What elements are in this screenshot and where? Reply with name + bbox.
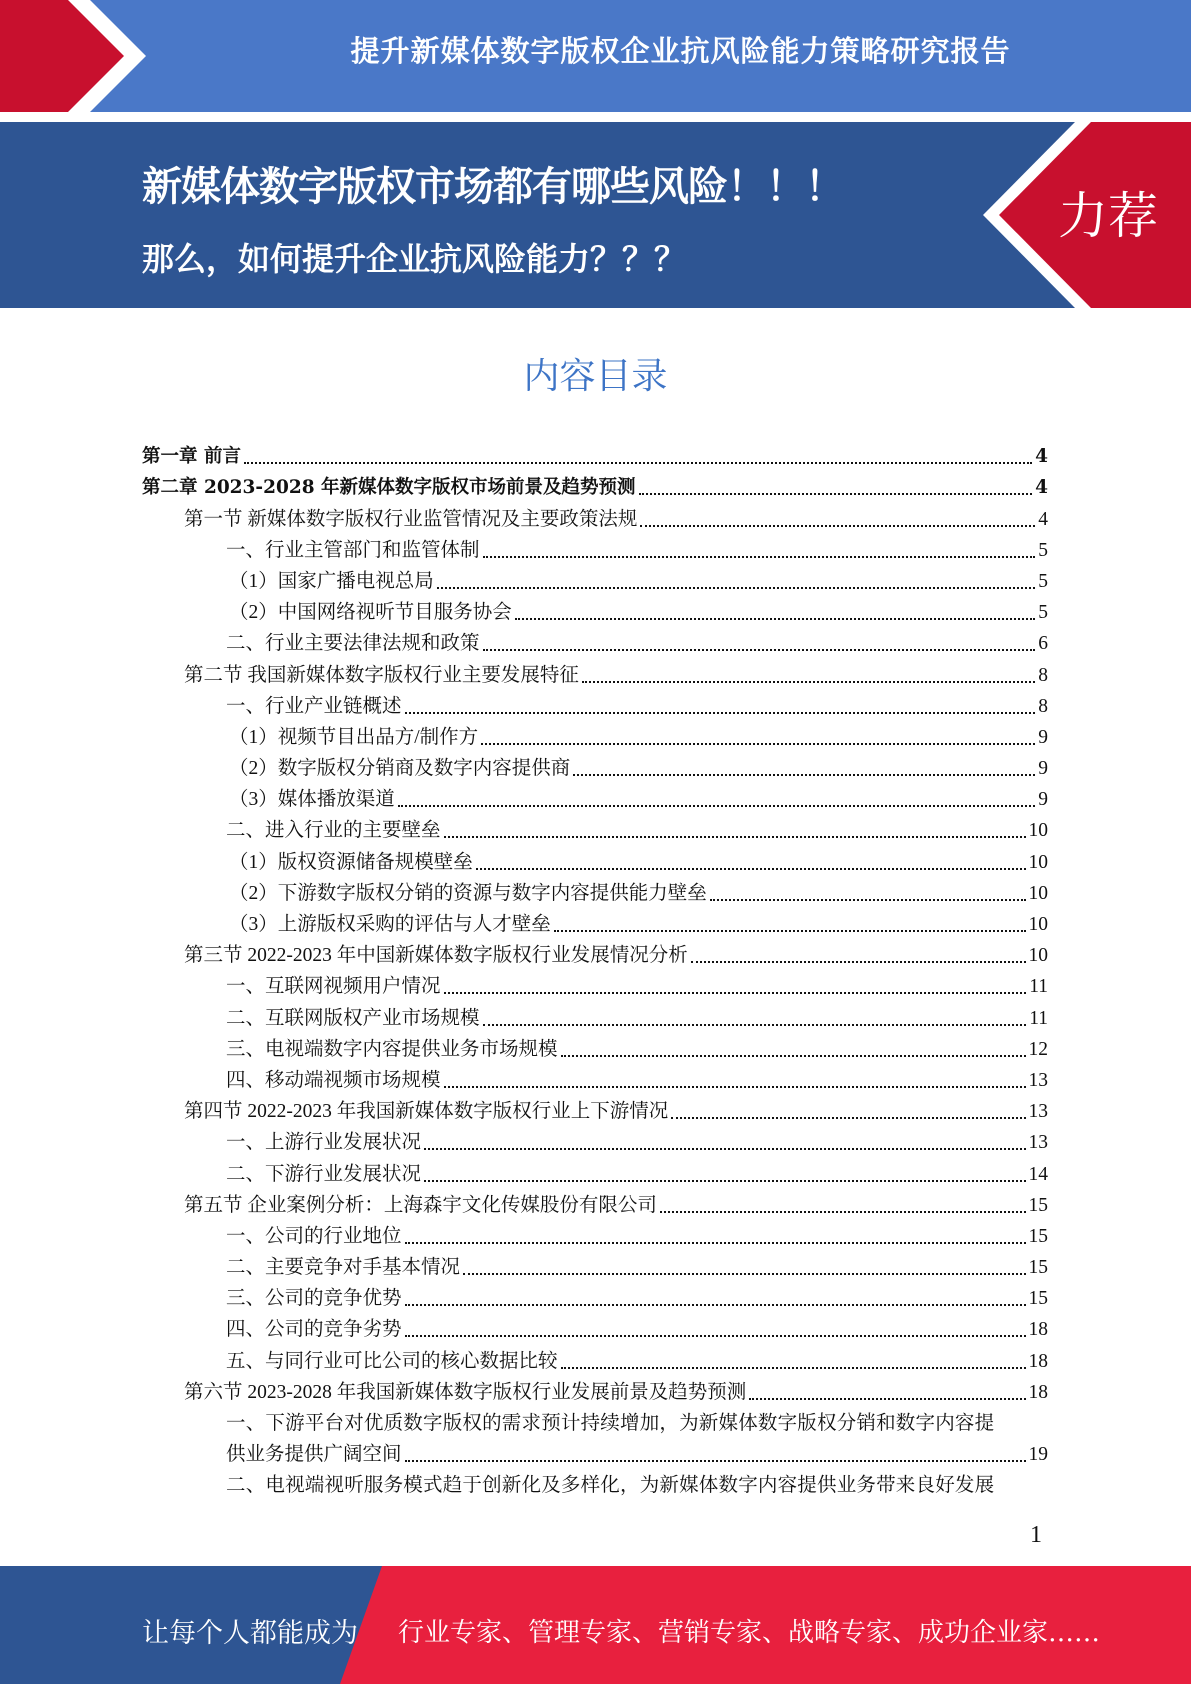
toc-entry[interactable]: 一、公司的行业地位 15	[226, 1225, 1048, 1247]
toc-entry[interactable]: 一、行业产业链概述 8	[226, 695, 1048, 717]
toc-entry[interactable]: （1）版权资源储备规模壁垒 10	[229, 851, 1048, 873]
table-of-contents	[142, 438, 1048, 1498]
toc-entry[interactable]: 四、移动端视频市场规模 13	[226, 1069, 1048, 1091]
toc-entry[interactable]: 二、主要竞争对手基本情况 15	[226, 1257, 1048, 1279]
toc-entry[interactable]: （1）视频节目出品方/制作方 9	[229, 726, 1048, 748]
toc-entry[interactable]: 第一节 新媒体数字版权行业监管情况及主要政策法规 4	[184, 508, 1048, 530]
red-arrow-decoration	[0, 0, 160, 112]
toc-entry[interactable]: 三、公司的竞争优势 15	[226, 1288, 1048, 1310]
toc-entry[interactable]: 第一章 前言 4	[142, 446, 1048, 468]
report-title: 提升新媒体数字版权企业抗风险能力策略研究报告	[350, 34, 1011, 68]
toc-entry[interactable]: 第三节 2022-2023 年中国新媒体数字版权行业发展情况分析 10	[184, 945, 1048, 967]
toc-entry[interactable]: （2）数字版权分销商及数字内容提供商 9	[229, 758, 1048, 780]
toc-entry[interactable]: 一、互联网视频用户情况 11	[226, 976, 1048, 998]
hero-subheadline: 那么，如何提升企业抗风险能力？？？	[142, 240, 687, 278]
toc-entry[interactable]: 五、与同行业可比公司的核心数据比较 18	[226, 1350, 1048, 1372]
toc-entry[interactable]: （3）媒体播放渠道 9	[229, 789, 1048, 811]
toc-entry[interactable]: 一、行业主管部门和监管体制 5	[226, 539, 1048, 561]
footer-slogan-right: 行业专家、管理专家、营销专家、战略专家、成功企业家……	[398, 1618, 1101, 1648]
toc-entry[interactable]: 二、行业主要法律法规和政策 6	[226, 633, 1048, 655]
toc-entry[interactable]: （3）上游版权采购的评估与人才壁垒 10	[229, 914, 1048, 935]
toc-entry[interactable]: 第二节 我国新媒体数字版权行业主要发展特征 8	[184, 664, 1048, 686]
toc-entry[interactable]: 第六节 2023-2028 年我国新媒体数字版权行业发展前景及趋势预测 18	[184, 1381, 1048, 1403]
toc-entry[interactable]: （1）国家广播电视总局 5	[229, 570, 1048, 592]
toc-entry[interactable]: 二、进入行业的主要壁垒 10	[226, 820, 1048, 842]
toc-entry[interactable]: 第二章 2023-2028 年新媒体数字版权市场前景及趋势预测 4	[142, 477, 1048, 499]
toc-entry[interactable]: （2）下游数字版权分销的资源与数字内容提供能力壁垒 10	[229, 882, 1048, 904]
hero-headline: 新媒体数字版权市场都有哪些风险！！！	[142, 164, 844, 210]
footer-slogan-left: 让每个人都能成为	[142, 1618, 358, 1649]
toc-entry-wrapped-line[interactable]: 二、电视端视听服务模式趋于创新化及多样化，为新媒体数字内容提供业务带来良好发展	[226, 1475, 995, 1497]
toc-entry-continuation[interactable]: 供业务提供广阔空间 19	[226, 1444, 1048, 1466]
toc-entry[interactable]: 三、电视端数字内容提供业务市场规模 12	[226, 1038, 1048, 1060]
toc-heading: 内容目录	[523, 356, 668, 397]
toc-entry[interactable]: （2）中国网络视听节目服务协会 5	[229, 602, 1048, 624]
toc-entry[interactable]: 二、下游行业发展状况 14	[226, 1163, 1048, 1185]
page-number: 1	[1030, 1522, 1042, 1548]
toc-entry[interactable]: 第五节 企业案例分析：上海森宇文化传媒股份有限公司 15	[184, 1194, 1048, 1216]
toc-entry[interactable]: 二、互联网版权产业市场规模 11	[226, 1007, 1048, 1029]
toc-entry-wrapped-line[interactable]: 一、下游平台对优质数字版权的需求预计持续增加，为新媒体数字版权分销和数字内容提	[226, 1413, 995, 1434]
toc-entry[interactable]: 一、上游行业发展状况 13	[226, 1132, 1048, 1154]
recommend-badge: 力荐	[1058, 187, 1158, 245]
toc-entry[interactable]: 第四节 2022-2023 年我国新媒体数字版权行业上下游情况 13	[184, 1101, 1048, 1123]
toc-entry[interactable]: 四、公司的竞争劣势 18	[226, 1319, 1048, 1341]
